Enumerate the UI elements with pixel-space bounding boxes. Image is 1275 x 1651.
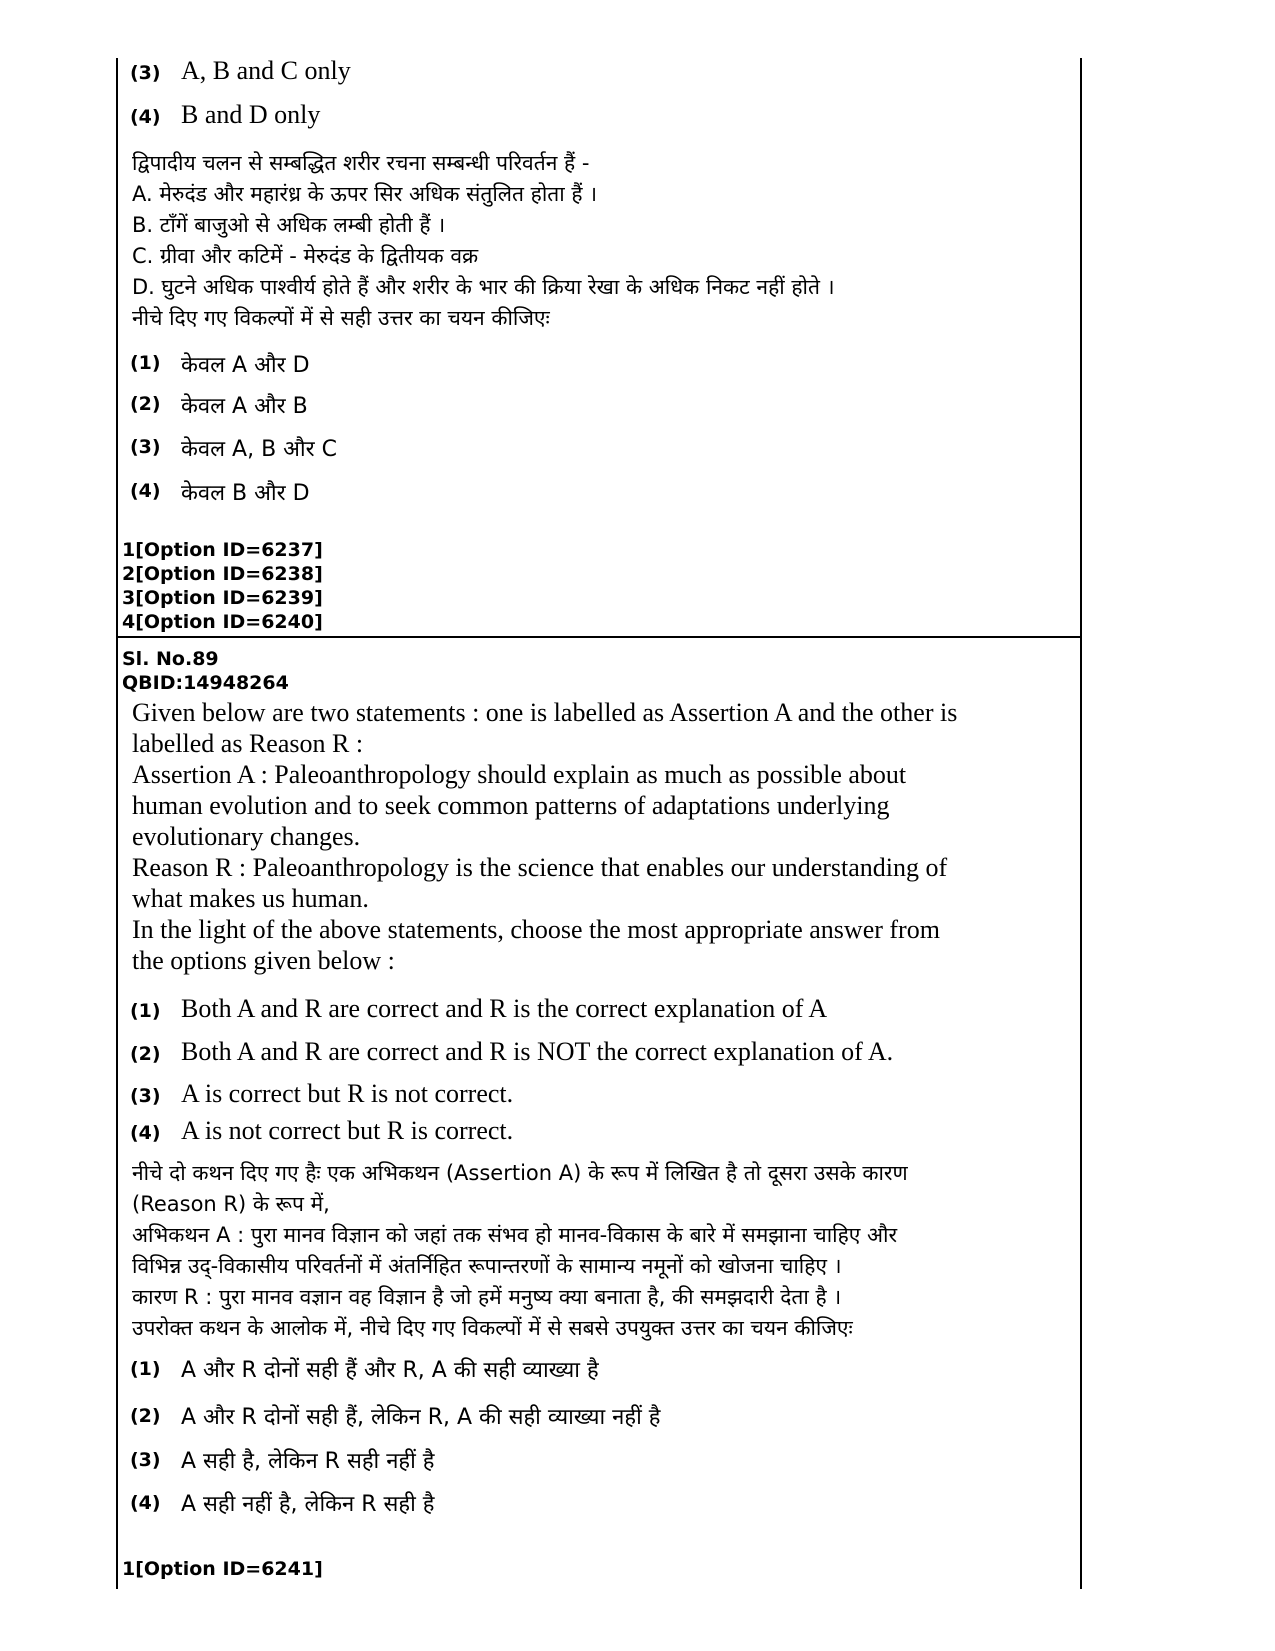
hindi-question-stem (132, 1158, 908, 1344)
stem-line: A. मेरुदंड और महारंध्र के ऊपर सिर अधिक संतुलित होता हैं । (132, 182, 598, 206)
stem-line: अभिकथन A : पुरा मानव विज्ञान को जहां तक संभव हो मानव-विकास के बारे में समझाना चाहिए और (132, 1223, 898, 1247)
option-id-list (122, 1557, 323, 1581)
option-number: (2) (130, 1043, 161, 1065)
option-text: A सही नहीं है, लेकिन R सही है (181, 1492, 435, 1517)
option-id: 4[Option ID=6240] (122, 611, 323, 633)
option-number: (3) (130, 1449, 161, 1471)
option-id: 1[Option ID=6241] (122, 1558, 323, 1580)
option-id: 1[Option ID=6237] (122, 539, 323, 561)
hindi-question-stem (132, 148, 835, 334)
stem-line: नीचे दिए गए विकल्पों में से सही उत्तर का चयन कीजिएः (132, 306, 550, 330)
english-question-stem (132, 697, 957, 976)
stem-line: (Reason R) के रूप में, (132, 1192, 330, 1216)
stem-line: C. ग्रीवा और कटिमें - मेरुदंड के द्वितीयक वक्र (132, 244, 479, 268)
option-id: 3[Option ID=6239] (122, 587, 323, 609)
option-number: (1) (130, 352, 161, 374)
stem-line: B. टाँगें बाजुओ से अधिक लम्बी होती हैं । (132, 213, 446, 237)
option-number: (4) (130, 480, 161, 502)
stem-line: D. घुटने अधिक पाश्वीर्य होते हैं और शरीर के भार की क्रिया रेखा के अधिक निकट नहीं होते । (132, 275, 835, 299)
serial-number: Sl. No.89 (122, 648, 219, 670)
option-number: (3) (130, 62, 161, 84)
option-number: (1) (130, 1000, 161, 1022)
question-header (122, 647, 289, 695)
option-number: (2) (130, 393, 161, 415)
stem-line: नीचे दो कथन दिए गए हैः एक अभिकथन (Assertion A) के रूप में लिखित है तो दूसरा उसके कारण (132, 1161, 908, 1185)
stem-line: कारण R : पुरा मानव वज्ञान वह विज्ञान है जो हमें मनुष्य क्या बनाता है, की समझदारी देता है । (132, 1285, 842, 1309)
option-text: B and D only (181, 100, 321, 129)
question-divider (116, 636, 1082, 638)
stem-line: In the light of the above statements, choose the most appropriate answer from (132, 915, 940, 944)
stem-line: the options given below : (132, 946, 395, 975)
option-number: (4) (130, 1492, 161, 1514)
option-number: (4) (130, 106, 161, 128)
stem-line: labelled as Reason R : (132, 729, 364, 758)
option-text: A और R दोनों सही हैं और R, A की सही व्याख्या है (181, 1358, 599, 1383)
stem-line: Given below are two statements : one is labelled as Assertion A and the other is (132, 698, 958, 727)
option-text: केवल B और D (181, 481, 310, 506)
option-number: (3) (130, 436, 161, 458)
stem-line: what makes us human. (132, 884, 369, 913)
stem-line: Reason R : Paleoanthropology is the science that enables our understanding of (132, 853, 948, 882)
option-text: केवल A, B और C (181, 437, 338, 462)
option-text: केवल A और D (181, 353, 310, 378)
stem-line: उपरोक्त कथन के आलोक में, नीचे दिए गए विकल्पों में से सबसे उपयुक्त उत्तर का चयन कीजिएः (132, 1316, 853, 1340)
stem-line: human evolution and to seek common patterns of adaptations underlying (132, 791, 890, 820)
option-number: (4) (130, 1122, 161, 1144)
option-text: Both A and R are correct and R is NOT the correct explanation of A. (181, 1037, 894, 1066)
right-border (1080, 58, 1082, 1589)
option-text: केवल A और B (181, 394, 308, 419)
stem-line: द्विपादीय चलन से सम्बद्धित शरीर रचना सम्बन्धी परिवर्तन हैं - (132, 151, 590, 175)
option-text: A is correct but R is not correct. (181, 1079, 514, 1108)
option-id-list (122, 538, 323, 634)
option-text: A is not correct but R is correct. (181, 1116, 514, 1145)
option-number: (1) (130, 1358, 161, 1380)
left-border (116, 58, 118, 1589)
option-text: A और R दोनों सही हैं, लेकिन R, A की सही व्याख्या नहीं है (181, 1405, 661, 1430)
stem-line: Assertion A : Paleoanthropology should explain as much as possible about (132, 760, 907, 789)
option-text: A, B and C only (181, 56, 351, 85)
stem-line: विभिन्न उद्-विकासीय परिवर्तनों में अंतर्निहित रूपान्तरणों के सामान्य नमूनों को खोजना चाहिए । (132, 1254, 842, 1278)
qbid: QBID:14948264 (122, 672, 289, 694)
option-text: A सही है, लेकिन R सही नहीं है (181, 1449, 435, 1474)
option-text: Both A and R are correct and R is the correct explanation of A (181, 994, 828, 1023)
option-number: (3) (130, 1085, 161, 1107)
option-number: (2) (130, 1405, 161, 1427)
stem-line: evolutionary changes. (132, 822, 361, 851)
option-id: 2[Option ID=6238] (122, 563, 323, 585)
